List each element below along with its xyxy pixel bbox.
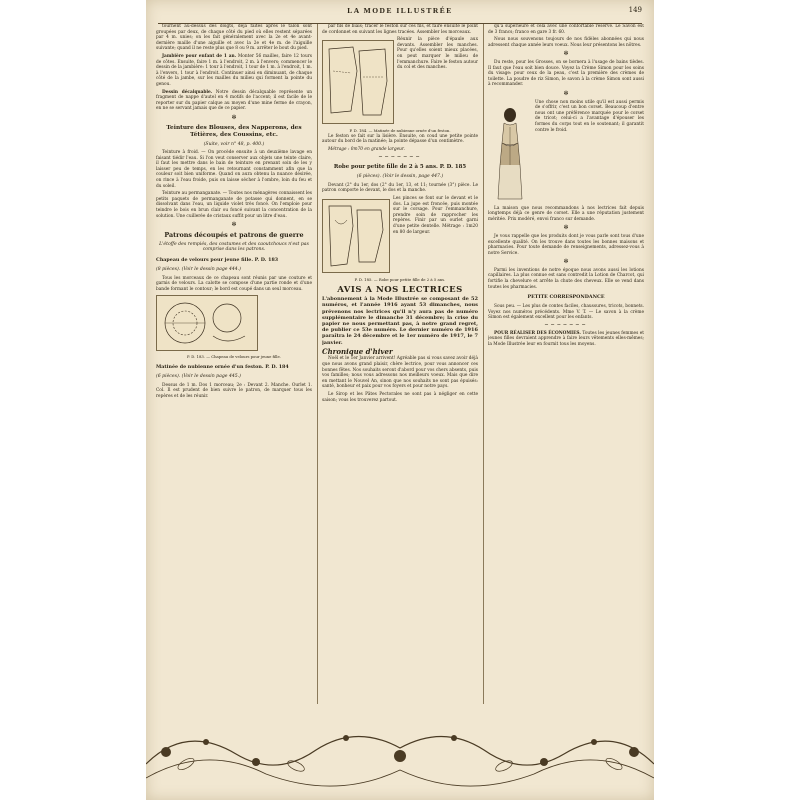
ornament-divider: ~~~~~~~ <box>378 153 422 160</box>
figure-row <box>322 37 478 127</box>
paragraph: Le Sirop et les Pâtes Pectorales ne sont pas à négliger en cette saison; vous les trouverez partout. <box>322 391 478 403</box>
ornament-star: ✻ <box>231 113 237 121</box>
paragraph: Tous les morceaux de ce chapeau sont réunis par une couture et garnis de velours. La calotte se compose d'une partie ronde et d'une bande formant le contour; le bord est coupé dans un seul morceau. <box>156 275 312 292</box>
paragraph: Sous peu. — Les plus de contes faciles, chaussures, tricots, bonnets. Voyez nos numéros précédents. Mme V. T. — Le savon à la crème Simon est également excellent pour les enfants. <box>488 304 644 321</box>
paragraph: Métrage : 0m70 en grande largeur. <box>328 146 405 152</box>
notice-title: AVIS A NOS LECTRICES <box>337 284 463 295</box>
corset-illustration <box>488 103 532 203</box>
ornament-star: ✻ <box>563 258 569 266</box>
matinee-pattern-drawing <box>323 41 393 123</box>
price-note: (6 pièces). (Voir le dessin, page 447.) <box>356 174 444 180</box>
subheading: Dessin décalquable. <box>162 89 213 95</box>
paragraph: tournent au-dessus des doigts, déjà faites après le talon sont groupées par deux, de chaque côté du pied où elles restent séparées par 4 m. unies; on les fait généralement avec la 2e et 4e avant-dernière maille d'une aiguille et avec la 2e et 4e m. de l'aiguille suivante; quand il ne reste plus que 8 ou 9 m. arrêter le bout du pied. <box>156 24 312 52</box>
paragraph: Le feston se fait sur la lisière. Ensuite, on coud une petite pointe autour du bord de la matinée; la pointe dépasse d'un centimètre. <box>322 133 478 145</box>
paragraph <box>156 54 312 88</box>
paragraph: Réunir la pièce d'épaule aux devants. Assembler les manches. Pour qu'elles soient mieux placées, on peut marquer le milieu de l'emmanchure. Faire le feston autour du col et des manches. <box>397 37 478 71</box>
woman-corset-drawing <box>488 103 532 203</box>
paragraph: Teinture au permanganate. — Toutes nos ménagères connaissent les petits paquets de permanganate de potasse qui donnent, en se dissolvant dans l'eau, un liquide violet très foncé. On l'emploie pour teindre le bois en brun clair ou foncé suivant la concentration de la solution. Une cuillerée de cristaux suffit pour un litre d'eau. <box>156 191 312 219</box>
paragraph-text: Toutes les jeunes femmes et jeunes filles devraient apprendre à faire leurs vêtements elles-mêmes; la Mode Illustrée leur en fournit tous les moyens. <box>488 330 644 347</box>
section-subtitle: L'étoffe des rempiés, des costumes et des caoutchoucs n'est pas comprise dans les patrons. <box>159 241 309 253</box>
pattern-diagram-matinee <box>322 40 394 124</box>
paragraph: La maison que nous recommandons à nos lectrices fait depuis longtemps déjà ce genre de corset. Elle a une réputation justement méritée. Prix modéré, envoi franco sur demande. <box>488 205 644 222</box>
ornament-star: ✻ <box>563 89 569 97</box>
subheading: Chapeau de velours pour jeune fille. P. D. 183 <box>156 257 279 263</box>
paragraph: Du reste, pour les Grosses, on se bornera à l'usage de bains tièdes. Il faut que l'eau soit bien douce. Voyez la Crème Simon pour les soins du visage: pour ceux de la peau, c'est la première des crèmes de toilette. La poudre de riz Simon, le savon à la crème Simon sont aussi à recommander. <box>488 59 644 88</box>
column-3 <box>488 24 644 704</box>
figure-caption: P. D. 183. — Chapeau de velours pour jeune fille. <box>187 354 281 360</box>
column-1 <box>156 24 312 704</box>
newspaper-page <box>146 0 654 800</box>
decorative-footer <box>146 704 654 800</box>
paragraph: qu'à supérieure et cela avec une confortable réserve. Le Savon est de 3 francs; franco en gare 3 fr. 60. <box>488 24 644 35</box>
paragraph: Noël et le 1er Janvier arrivent! Agréable pas si vous savez avoir déjà que nous avons grand plaisir, chère lectrice, pour vous annoncer ces bonnes fêtes. Nos souhaits seront d'abord pour vos chers absents, puis vos familles; nous vous adressons nos meilleurs voeux. Mais que dire en mettant le Nouvel An, sinon que nos souhaits ne sont pas épuisés: santé, bonheur et paix pour vos foyers et pour notre pays. <box>322 356 478 390</box>
ornament-star: ✻ <box>563 224 569 232</box>
section-title: Teinture des Blouses, des Napperons, des Tétières, des Coussins, etc. <box>166 124 302 138</box>
subheading: POUR RÉALISER DES ÉCONOMIES. <box>494 330 581 336</box>
paragraph: Nous nous souvenons toujours de nos fidèles abonnées qui nous adressent chaque année leurs voeux. Nous leur présentons les nôtres. <box>488 37 644 48</box>
paragraph <box>488 331 644 348</box>
paragraph: Les pinces se font sur le devant et le dos. La jupe est froncée, puis montée sur le corsage. Pour l'emmanchure, prendre soin de rapprocher les repères. Finir par un ourlet garni d'une petite dentelle. Métrage : 1m20 en 80 de largeur. <box>393 195 478 235</box>
subheading: Robe pour petite fille de 2 à 5 ans. P. D. 185 <box>333 164 467 171</box>
hat-pattern-drawing <box>157 296 257 350</box>
floral-border-ornament <box>146 704 654 800</box>
paragraph: Teinture à froid. — On procède ensuite à un deuxième lavage en faisant tiédir l'eau. Si l'on veut conserver aux objets une teinte claire, il faut les mettre dans le bain de teinture en prenant soin de les y laisser peu de temps, en les retournant constamment afin que la couleur soit bien uniforme. Quand on aura obtenu la nuance désirée, on rince à l'eau froide, puis on laisse sécher à l'ombre, loin du feu et du soleil. <box>156 150 312 189</box>
paragraph: Je vous rappelle que les produits dont je vous parle sont tous d'une excellente qualité. On les trouve dans toutes les bonnes maisons et pharmacies. Pour toute demande de renseignements, adressez-vous à notre Service. <box>488 233 644 256</box>
paragraph <box>156 90 312 112</box>
section-title: Patrons découpés et patrons de guerre <box>164 230 304 239</box>
pattern-diagram-robe <box>322 199 390 273</box>
figure-row <box>488 100 644 206</box>
subheading: Jambière pour enfant de 1 an. <box>162 53 237 59</box>
paragraph: Une chose non moins utile qu'il est aussi permis de s'offrir, c'est un bon corset. Beaucoup d'entre nous ont une préférence marquée pour le corset de tricot; celui-ci a l'avantage d'épouser les formes du corps tout en le soutenant; il garantit contre le froid. <box>535 99 644 133</box>
page-number: 149 <box>628 6 642 14</box>
paragraph: Devant (2° du 1er, dos (2° du 1er, 13, et 11; tournée (3°) pièce. Le patron comporte le devant, le dos et la manche. <box>322 182 478 194</box>
paragraph-text: Notre dessin décalquable représente un fragment de nappe d'autel en 4 motifs de l'accent; il est facile de le reporter sur du papier calque au moyen d'une mine ferme de crayon, en ne se servant jamais que de ce papier. <box>156 89 312 112</box>
pattern-diagram-hat <box>156 295 258 351</box>
column-2 <box>322 24 478 704</box>
paragraph: Dessus de 1 m. Dos 1 morceau; 2e : Devant 2. Manche. Ourlet 1. Col. Il est prudent de bien suivre le patron, de marquer tous les repères et de les réunir. <box>156 382 312 399</box>
paragraph: par fils de biais; tracer le feston sur ces fils, et faire ensuite le point de cordonnet en suivant les lignes tracées. Assembler les morceaux. <box>322 24 478 35</box>
page-header <box>146 6 654 20</box>
figure-caption: P. D. 184. — Matinée de nubienne ornée d'un feston. <box>349 128 451 134</box>
notice-text: L'abonnement à la Mode Illustrée se composant de 52 numéros, et l'année 1916 ayant 53 dimanches, nous prévenons nos lectrices qu'il n'y aura pas de numéro supplémentaire le dimanche 31 décembre; la crise du papier ne nous permettant pas, à notre grand regret, de publier ce 53e numéro. Le dernier numéro de 1916 paraîtra le 24 décembre et le 1er numéro de 1917, le 7 janvier. <box>322 296 478 346</box>
ornament-star: ✻ <box>231 221 237 229</box>
page-title: LA MODE ILLUSTRÉE <box>347 6 453 15</box>
paragraph-text: Monter 56 mailles, faire 12 tours de côtes. Ensuite, faire 1 m. à l'endroit, 2 m. à l'envers; commencer le dessin de la jambière: 1 tour à l'endroit, 1 tour de 1 m. à l'endroit, 1 m. à l'envers, 1 tour à l'endroit. Continuer ainsi en diminuant, de chaque côté de la jambe, sur les mailles du milieu qui forment la pointe du genou. <box>156 53 312 87</box>
price-note: (8 pièces). (Voir le dessin page 444.) <box>156 267 241 272</box>
section-subtitle: (Suite, voir n° 48, p. 400.) <box>203 141 265 147</box>
price-note: (6 pièces). (Voir le dessin page 445.) <box>156 373 241 379</box>
figure-row <box>322 196 478 276</box>
ornament-star: ✻ <box>563 50 569 58</box>
ornament-divider: ~~~~~~~ <box>544 322 588 329</box>
section-title: PETITE CORRESPONDANCE <box>527 294 605 301</box>
subheading: Matinée de nubienne ornée d'un feston. P. D. 184 <box>156 363 289 370</box>
figure-caption: P. D. 185. — Robe pour petite fille de 2 à 5 ans. <box>354 276 446 282</box>
section-title: Chronique d'hiver <box>322 346 393 356</box>
column-rule-1 <box>317 24 318 704</box>
column-rule-2 <box>483 24 484 704</box>
robe-pattern-drawing <box>323 200 389 272</box>
paragraph: Parmi les inventions de notre époque nous avons aussi les lotions capillaires. La plus connue est sans contredit la Lotion de Charcot, qui fortifie la chevelure et arrête la chute des cheveux. Elle se vend dans toutes les pharmacies. <box>488 267 644 290</box>
